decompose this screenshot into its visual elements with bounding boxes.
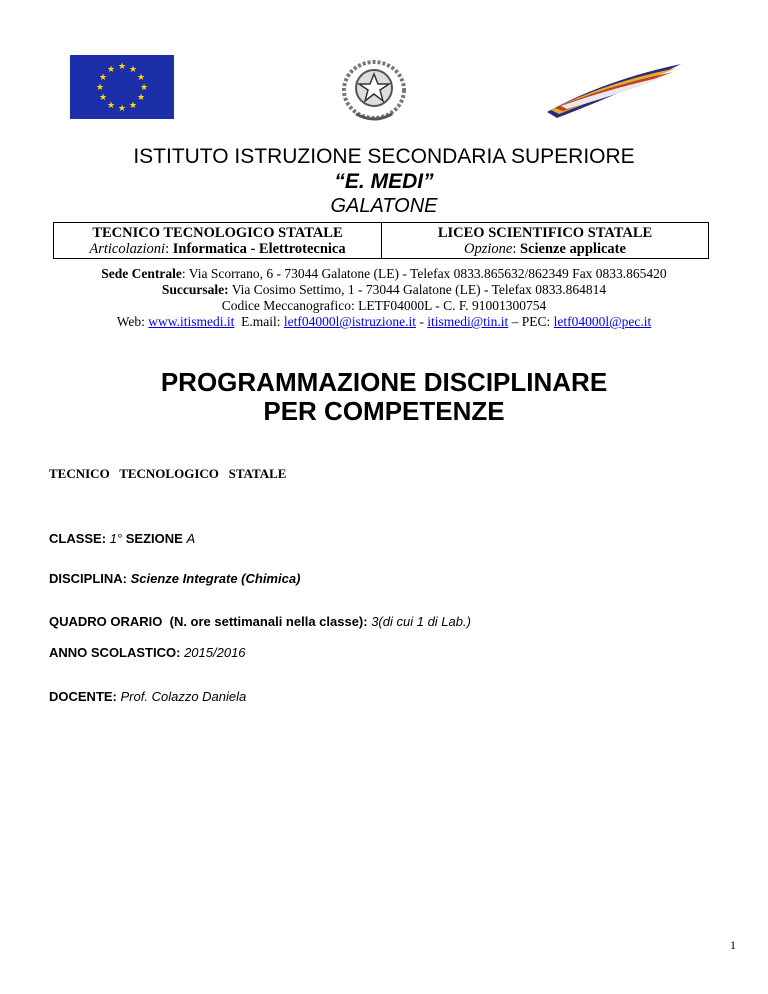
table-cell-tecnico	[54, 223, 381, 258]
svg-text:★: ★	[128, 65, 138, 75]
liceo-title: LICEO SCIENTIFICO STATALE	[437, 225, 653, 241]
svg-text:★: ★	[95, 83, 105, 93]
svg-text:★: ★	[136, 93, 146, 103]
institute-name: ISTITUTO ISTRUZIONE SECONDARIA SUPERIORE	[133, 145, 635, 168]
classe-field: CLASSE: 1° SEZIONE A	[49, 531, 196, 546]
website-link[interactable]: www.itismedi.it	[148, 314, 235, 329]
school-type-label: TECNICO TECNOLOGICO STATALE	[49, 466, 287, 481]
school-types-table	[53, 222, 709, 259]
document-title-line1: PROGRAMMAZIONE DISCIPLINARE	[160, 367, 608, 397]
svg-text:★: ★	[117, 62, 127, 72]
quadro-orario-field: QUADRO ORARIO (N. ore settimanali nella classe): 3(di cui 1 di Lab.)	[49, 614, 471, 629]
disciplina-field: DISCIPLINA: Scienze Integrate (Chimica)	[49, 571, 301, 586]
eu-stars-icon	[70, 55, 174, 119]
italian-republic-emblem-logo	[334, 52, 414, 124]
svg-text:★: ★	[136, 73, 146, 83]
svg-text:★: ★	[139, 83, 149, 93]
contacts-line: Web: www.itismedi.it E.mail: letf04000l@istruzione.it - itismedi@tin.it – PEC: letf04000l@pec.it	[116, 314, 652, 329]
codice-line: Codice Meccanografico: LETF04000L - C. F. 91001300754	[221, 298, 547, 313]
table-cell-liceo	[381, 223, 708, 258]
svg-text:★: ★	[98, 93, 108, 103]
anno-scolastico-field: ANNO SCOLASTICO: 2015/2016	[49, 645, 246, 660]
email-link-tin[interactable]: itismedi@tin.it	[427, 314, 509, 329]
tecnico-articolazioni: Articolazioni: Informatica - Elettrotecnica	[89, 241, 346, 257]
svg-text:★: ★	[117, 104, 127, 114]
svg-text:★: ★	[106, 65, 116, 75]
school-name: “E. MEDI”	[334, 170, 434, 193]
page-number: 1	[730, 938, 736, 952]
eu-flag-logo	[70, 55, 174, 119]
svg-text:★: ★	[128, 101, 138, 111]
pec-link[interactable]: letf04000l@pec.it	[553, 314, 652, 329]
sede-centrale-line: Sede Centrale: Via Scorrano, 6 - 73044 Galatone (LE) - Telefax 0833.865632/862349 Fax 0833.865420	[101, 266, 667, 281]
school-city: GALATONE	[330, 195, 438, 217]
document-title-line2: PER COMPETENZE	[263, 396, 505, 426]
school-swoosh-logo	[545, 58, 683, 122]
svg-text:★: ★	[98, 73, 108, 83]
svg-text:★: ★	[106, 101, 116, 111]
tecnico-title: TECNICO TECNOLOGICO STATALE	[92, 225, 343, 241]
succursale-line: Succursale: Via Cosimo Settimo, 1 - 73044 Galatone (LE) - Telefax 0833.864814	[161, 282, 607, 297]
email-link-istruzione[interactable]: letf04000l@istruzione.it	[283, 314, 416, 329]
docente-field: DOCENTE: Prof. Colazzo Daniela	[49, 689, 247, 704]
liceo-opzione: Opzione: Scienze applicate	[464, 241, 626, 257]
